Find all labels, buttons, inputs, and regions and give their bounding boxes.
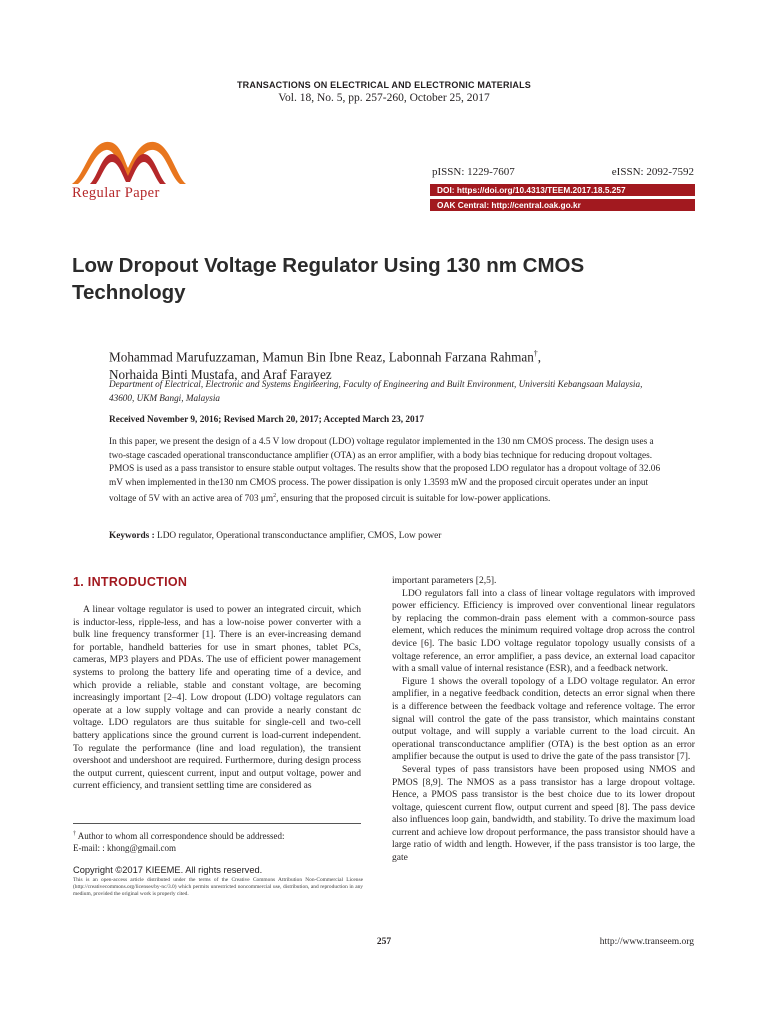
- doi-link[interactable]: DOI: https://doi.org/10.4313/TEEM.2017.18.5.257: [430, 184, 695, 196]
- electronic-issn: eISSN: 2092-7592: [611, 166, 694, 178]
- keywords-label: Keywords :: [109, 531, 155, 541]
- abstract-tail: , ensuring that the proposed circuit is suitable for low-power applications.: [276, 494, 551, 505]
- left-column: [73, 604, 361, 793]
- keywords-text: LDO regulator, Operational transconductance amplifier, CMOS, Low power: [154, 531, 442, 541]
- article-type-label: Regular Paper: [72, 185, 160, 201]
- authors-line-2: Norhaida Binti Mustafa, and Araf Farayez: [109, 367, 332, 383]
- paragraph: A linear voltage regulator is used to power an integrated circuit, which is inductor-less, ripple-less, and has a low-noise power converter with a bulk line frequency transformer [1]. There is an ever-increasing demand for portable, handheld batteries for use in smart phones, tablet PCs, cameras, MP3 players and PDAs. The use of efficient power management systems to prolong the battery life and operating time of a device, and which provide a reliable, stable and constant voltage, are becoming increasingly important [2–4]. Low dropout (LDO) voltage regulators can operate at a low supply voltage and can provide a nearly constant dc voltage. LDO regulators are thus suitable for single-cell and two-cell battery applications since the ground current is load-current independent. To regulate the performance (line and load regulation), the transient overshoot and undershoot are required. Furthermore, during design process the output current, quiescent current, input and output voltage, power and current efficiency, and transient settling time are considered as: [73, 604, 361, 792]
- continued-paragraph: important parameters [2,5].: [392, 575, 497, 586]
- paper-title: Low Dropout Voltage Regulator Using 130 nm CMOS Technology: [72, 254, 585, 304]
- footnote: [73, 828, 284, 854]
- page-number: 257: [376, 937, 392, 947]
- abstract-superscript: 2: [273, 493, 277, 499]
- footnote-line-1: Author to whom all correspondence should be addressed:: [76, 831, 285, 841]
- footnote-divider: [73, 823, 361, 824]
- oak-central-link[interactable]: OAK Central: http://central.oak.go.kr: [430, 199, 695, 211]
- journal-name: TRANSACTIONS ON ELECTRICAL AND ELECTRONIC MATERIALS: [236, 80, 532, 90]
- authors-line-1: Mohammad Marufuzzaman, Mamun Bin Ibne Reaz, Labonnah Farzana Rahman: [109, 349, 534, 365]
- abstract-text: In this paper, we present the design of a 4.5 V low dropout (LDO) voltage regulator implemented in the 130 nm CMOS process. The design uses a two-stage cascaded operational transconductance amplifier (OTA) as an error amplifier, with a body bias technique for reducing dropout voltages. PMOS is used as a pass transistor to ensure stable output voltages. The results show that the proposed LDO regulator has a dropout voltage of 32.06 mV when implemented in the130 nm CMOS process. The power dissipation is only 1.3593 mW and the proposed circuit operates under an input voltage of 5V with an active area of 703 μm: [109, 437, 661, 505]
- paragraph: LDO regulators fall into a class of linear voltage regulators with improved power efficiency. Efficiency is improved over conventional linear regulators by replacing the common-drain pass element with a common-source pass element, which reduces the minimum required voltage drop across the control device [6]. The basic LDO voltage regulator topology usually consists of a voltage reference, an error amplifier, a pass device, an external load capacitor with a small value of internal resistance (ESR), and a feedback network.: [392, 587, 695, 675]
- volume-info: Vol. 18, No. 5, pp. 257-260, October 25, 2017: [278, 92, 490, 104]
- license-text: This is an open-access article distributed under the terms of the Creative Commons Attribution Non-Commercial License (http://creativecommons.org/licenses/by-nc/3.0) which permits unrestricted noncommercial use, distribution, and reproduction in any medium, provided the original work is properly cited.: [73, 877, 363, 897]
- print-issn: pISSN: 1229-7607: [432, 166, 515, 178]
- received-dates: Received November 9, 2016; Revised March 20, 2017; Accepted March 23, 2017: [109, 415, 424, 425]
- paragraph: Figure 1 shows the overall topology of a LDO voltage regulator. An error amplifier, in a negative feedback condition, detects an error signal when there is a difference between the feedback voltage and reference voltage. The error signal will control the gate of the pass transistor, which maintains constant output voltage, and will supply a variable current to the load circuit. An operational transconductance amplifier (OTA) is the best option as an error amplifier because the output is used to drive the gate of the pass transistor [7].: [392, 675, 695, 763]
- authors-line-1-end: ,: [537, 349, 542, 365]
- footnote-email[interactable]: E-mail: : khong@gmail.com: [73, 843, 177, 853]
- copyright: Copyright ©2017 KIEEME. All rights reserved.: [73, 865, 263, 875]
- keywords: [109, 531, 661, 541]
- section-heading: 1. INTRODUCTION: [73, 575, 188, 589]
- double-arch-logo-icon: [70, 136, 188, 186]
- journal-url[interactable]: http://www.transeem.org: [599, 937, 694, 947]
- affiliation: Department of Electrical, Electronic and Systems Engineering, Faculty of Engineering and Built Environment, Universiti Kebangsaan Malaysia, 43600, UKM Bangi, Malaysia: [109, 379, 643, 403]
- right-column: [392, 575, 695, 865]
- footnote-mark: †: [73, 831, 76, 837]
- abstract: [109, 436, 661, 507]
- corresponding-author-mark: †: [533, 349, 538, 358]
- paragraph: Several types of pass transistors have been proposed using NMOS and PMOS [8,9]. The NMOS as a pass transistor has a large dropout voltage. Hence, a PMOS pass transistor is the best choice due to its lower dropout voltage, quiescent current flow, output current and speed [8]. The pass device also influences loop gain, bandwidth, and stability. To drive the maximum load current and achieve low dropout performance, the pass transistor should have a large ratio of width and length. However, if the pass transistor is too large, the gate: [392, 763, 695, 864]
